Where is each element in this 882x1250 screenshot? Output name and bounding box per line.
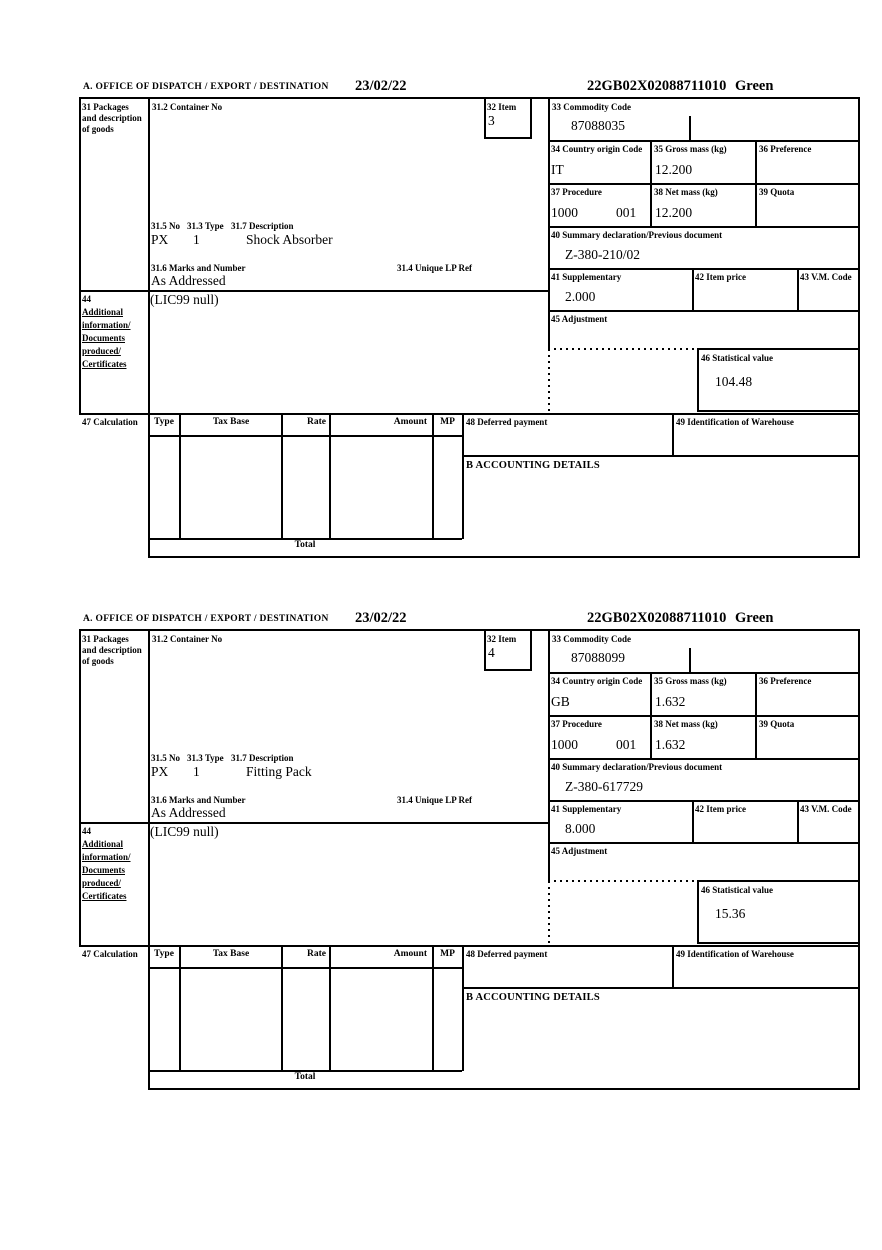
box44-number-label: 44 xyxy=(82,826,91,836)
country-origin-value: GB xyxy=(551,694,570,709)
package-type-value: 1 xyxy=(193,232,200,247)
box31-6-marks-label: 31.6 Marks and Number xyxy=(151,795,246,805)
box34-country-origin-label: 34 Country origin Code xyxy=(551,676,643,686)
box31-5-no-label: 31.5 No xyxy=(151,221,180,231)
accounting-details-label: B ACCOUNTING DETAILS xyxy=(466,460,600,471)
box31-2-container-label: 31.2 Container No xyxy=(152,102,223,112)
box48-deferred-payment-label: 48 Deferred payment xyxy=(466,949,548,959)
box34-country-origin-label: 34 Country origin Code xyxy=(551,144,643,154)
net-mass-value: 12.200 xyxy=(655,205,693,220)
box36-preference-label: 36 Preference xyxy=(759,676,812,686)
additional-info-value: (LIC99 null) xyxy=(150,824,219,839)
box31-3-type-label: 31.3 Type xyxy=(187,753,224,763)
box49-warehouse-label: 49 Identification of Warehouse xyxy=(676,949,794,959)
box48-deferred-payment-label: 48 Deferred payment xyxy=(466,417,548,427)
net-mass-value: 1.632 xyxy=(655,737,686,752)
office-of-dispatch-title: A. OFFICE OF DISPATCH / EXPORT / DESTINATION xyxy=(83,82,329,92)
calc-header-mp: MP xyxy=(440,949,455,959)
box38-net-mass-label: 38 Net mass (kg) xyxy=(654,719,718,729)
gross-mass-value: 1.632 xyxy=(655,694,686,709)
box37-procedure-label: 37 Procedure xyxy=(551,187,602,197)
marks-and-number-value: As Addressed xyxy=(151,273,226,288)
calc-total-label: Total xyxy=(294,540,316,550)
commodity-code-value: 87088035 xyxy=(571,118,625,133)
declaration-date: 23/02/22 xyxy=(355,78,407,94)
package-no-value: PX xyxy=(151,232,169,247)
calc-total-label: Total xyxy=(294,1072,316,1082)
box49-warehouse-label: 49 Identification of Warehouse xyxy=(676,417,794,427)
goods-description-value: Fitting Pack xyxy=(246,764,312,779)
box44-additional-info-label: Additional information/ Documents produced/ Certificates xyxy=(82,307,131,369)
box42-item-price-label: 42 Item price xyxy=(695,272,746,282)
procedure-code-value: 001 xyxy=(616,205,637,220)
form-grid-lines xyxy=(79,80,860,558)
box31-3-type-label: 31.3 Type xyxy=(187,221,224,231)
box44-number-label: 44 xyxy=(82,294,91,304)
calc-header-tax-base: Tax Base xyxy=(212,417,250,427)
box40-summary-declaration-label: 40 Summary declaration/Previous document xyxy=(551,762,723,772)
procedure-value: 1000 xyxy=(551,737,578,752)
box31-7-description-label: 31.7 Description xyxy=(231,221,294,231)
box37-procedure-label: 37 Procedure xyxy=(551,719,602,729)
box31-packages-label: 31 Packages and description of goods xyxy=(82,634,142,666)
box41-supplementary-label: 41 Supplementary xyxy=(551,804,622,814)
previous-document-value: Z-380-210/02 xyxy=(565,247,640,262)
calc-header-rate: Rate xyxy=(307,949,326,959)
box33-commodity-label: 33 Commodity Code xyxy=(552,634,631,644)
statistical-value: 104.48 xyxy=(715,374,753,389)
movement-reference-number: 22GB02X02088711010 xyxy=(587,78,727,94)
calc-header-type: Type xyxy=(154,417,174,427)
office-of-dispatch-title: A. OFFICE OF DISPATCH / EXPORT / DESTINATION xyxy=(83,614,329,624)
box47-calculation-label: 47 Calculation xyxy=(82,417,138,427)
item-number-value: 3 xyxy=(488,113,495,128)
box31-7-description-label: 31.7 Description xyxy=(231,753,294,763)
procedure-code-value: 001 xyxy=(616,737,637,752)
calc-header-amount: Amount xyxy=(393,417,427,427)
calc-header-type: Type xyxy=(154,949,174,959)
box31-packages-label: 31 Packages and description of goods xyxy=(82,102,142,134)
box31-2-container-label: 31.2 Container No xyxy=(152,634,223,644)
box39-quota-label: 39 Quota xyxy=(759,719,795,729)
box46-statistical-value-label: 46 Statistical value xyxy=(701,885,773,895)
package-type-value: 1 xyxy=(193,764,200,779)
goods-description-value: Shock Absorber xyxy=(246,232,333,247)
declaration-item-form xyxy=(79,612,860,1090)
box31-6-marks-label: 31.6 Marks and Number xyxy=(151,263,246,273)
declaration-date: 23/02/22 xyxy=(355,610,407,626)
box32-item-label: 32 Item xyxy=(487,102,517,112)
routing-indicator: Green xyxy=(735,78,774,94)
statistical-value: 15.36 xyxy=(715,906,746,921)
movement-reference-number: 22GB02X02088711010 xyxy=(587,610,727,626)
box45-adjustment-label: 45 Adjustment xyxy=(551,846,608,856)
box46-statistical-value-label: 46 Statistical value xyxy=(701,353,773,363)
package-no-value: PX xyxy=(151,764,169,779)
box43-vm-code-label: 43 V.M. Code xyxy=(800,272,852,282)
box32-item-label: 32 Item xyxy=(487,634,517,644)
box35-gross-mass-label: 35 Gross mass (kg) xyxy=(654,144,727,154)
previous-document-value: Z-380-617729 xyxy=(565,779,643,794)
item-number-value: 4 xyxy=(488,645,495,660)
box31-4-unique-lp-label: 31.4 Unique LP Ref xyxy=(397,263,473,273)
calc-header-amount: Amount xyxy=(393,949,427,959)
procedure-value: 1000 xyxy=(551,205,578,220)
supplementary-units-value: 8.000 xyxy=(565,821,596,836)
marks-and-number-value: As Addressed xyxy=(151,805,226,820)
box47-calculation-label: 47 Calculation xyxy=(82,949,138,959)
box38-net-mass-label: 38 Net mass (kg) xyxy=(654,187,718,197)
calc-header-rate: Rate xyxy=(307,417,326,427)
commodity-code-value: 87088099 xyxy=(571,650,625,665)
additional-info-value: (LIC99 null) xyxy=(150,292,219,307)
routing-indicator: Green xyxy=(735,610,774,626)
accounting-details-label: B ACCOUNTING DETAILS xyxy=(466,992,600,1003)
box40-summary-declaration-label: 40 Summary declaration/Previous document xyxy=(551,230,723,240)
box31-5-no-label: 31.5 No xyxy=(151,753,180,763)
box35-gross-mass-label: 35 Gross mass (kg) xyxy=(654,676,727,686)
declaration-item-form xyxy=(79,80,860,558)
calc-header-tax-base: Tax Base xyxy=(212,949,250,959)
calc-header-mp: MP xyxy=(440,417,455,427)
box31-4-unique-lp-label: 31.4 Unique LP Ref xyxy=(397,795,473,805)
box36-preference-label: 36 Preference xyxy=(759,144,812,154)
form-grid-lines xyxy=(79,612,860,1090)
box39-quota-label: 39 Quota xyxy=(759,187,795,197)
box33-commodity-label: 33 Commodity Code xyxy=(552,102,631,112)
supplementary-units-value: 2.000 xyxy=(565,289,596,304)
box45-adjustment-label: 45 Adjustment xyxy=(551,314,608,324)
box41-supplementary-label: 41 Supplementary xyxy=(551,272,622,282)
box42-item-price-label: 42 Item price xyxy=(695,804,746,814)
gross-mass-value: 12.200 xyxy=(655,162,693,177)
box44-additional-info-label: Additional information/ Documents produced/ Certificates xyxy=(82,839,131,901)
country-origin-value: IT xyxy=(551,162,564,177)
box43-vm-code-label: 43 V.M. Code xyxy=(800,804,852,814)
